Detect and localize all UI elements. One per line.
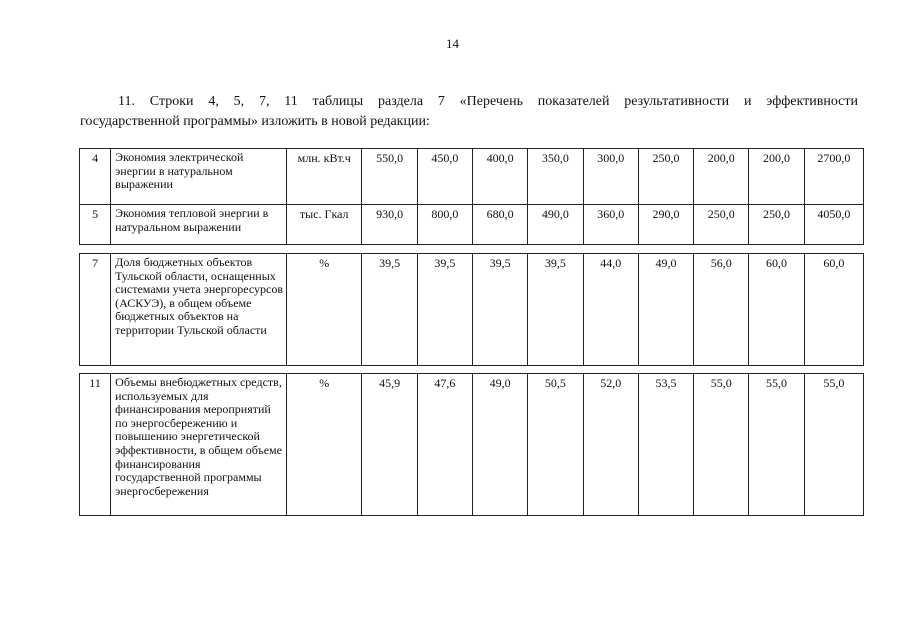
value-cell: 55,0 bbox=[804, 374, 863, 516]
value-cell: 39,5 bbox=[362, 254, 417, 366]
unit-cell: % bbox=[287, 254, 362, 366]
intro-line-2: государственной программы» изложить в новой редакции: bbox=[80, 114, 430, 129]
value-cell: 360,0 bbox=[583, 205, 638, 245]
value-cell: 300,0 bbox=[583, 149, 638, 205]
row-number: 7 bbox=[80, 254, 111, 366]
row-number: 4 bbox=[80, 149, 111, 205]
table-row bbox=[80, 374, 864, 516]
value-cell: 55,0 bbox=[749, 374, 804, 516]
indicator-name: Доля бюджетных объектов Тульской области, оснащенных системами учета энергоресурсов (АСКУЭ), в общем объеме бюджетных объектов на территории Тульской области bbox=[111, 254, 287, 366]
value-cell: 60,0 bbox=[749, 254, 804, 366]
value-cell: 490,0 bbox=[528, 205, 583, 245]
unit-cell: млн. кВт.ч bbox=[287, 149, 362, 205]
page-number: 14 bbox=[446, 36, 459, 51]
value-cell: 250,0 bbox=[638, 149, 693, 205]
value-cell: 250,0 bbox=[694, 205, 749, 245]
value-cell: 52,0 bbox=[583, 374, 638, 516]
value-cell: 49,0 bbox=[472, 374, 527, 516]
unit-cell: тыс. Гкал bbox=[287, 205, 362, 245]
value-cell: 49,0 bbox=[638, 254, 693, 366]
value-cell: 350,0 bbox=[528, 149, 583, 205]
value-cell: 39,5 bbox=[472, 254, 527, 366]
intro-paragraph bbox=[80, 92, 858, 132]
value-cell: 56,0 bbox=[694, 254, 749, 366]
value-cell: 250,0 bbox=[749, 205, 804, 245]
row-number: 5 bbox=[80, 205, 111, 245]
indicator-name: Объемы внебюджетных средств, используемых для финансирования мероприятий по энергосбережению и повышению энергетической эффективности, в общем объеме финансирования государственной программы энергосбережения bbox=[111, 374, 287, 516]
table-row bbox=[80, 254, 864, 366]
value-cell: 200,0 bbox=[749, 149, 804, 205]
value-cell: 800,0 bbox=[417, 205, 472, 245]
indicators-table-part-2 bbox=[79, 253, 864, 366]
value-cell: 930,0 bbox=[362, 205, 417, 245]
value-cell: 50,5 bbox=[528, 374, 583, 516]
value-cell: 53,5 bbox=[638, 374, 693, 516]
value-cell: 39,5 bbox=[417, 254, 472, 366]
indicators-table-part-1 bbox=[79, 148, 864, 245]
value-cell: 45,9 bbox=[362, 374, 417, 516]
table-row bbox=[80, 149, 864, 205]
value-cell: 2700,0 bbox=[804, 149, 863, 205]
value-cell: 4050,0 bbox=[804, 205, 863, 245]
value-cell: 400,0 bbox=[472, 149, 527, 205]
indicator-name: Экономия электрической энергии в натуральном выражении bbox=[111, 149, 287, 205]
value-cell: 39,5 bbox=[528, 254, 583, 366]
value-cell: 680,0 bbox=[472, 205, 527, 245]
value-cell: 290,0 bbox=[638, 205, 693, 245]
indicator-name: Экономия тепловой энергии в натуральном выражении bbox=[111, 205, 287, 245]
indicators-table-part-3 bbox=[79, 373, 864, 516]
intro-line-1: 11. Строки 4, 5, 7, 11 таблицы раздела 7 «Перечень показателей результативности и эффективности bbox=[118, 94, 858, 109]
value-cell: 60,0 bbox=[804, 254, 863, 366]
value-cell: 200,0 bbox=[694, 149, 749, 205]
table-row bbox=[80, 205, 864, 245]
value-cell: 55,0 bbox=[694, 374, 749, 516]
value-cell: 450,0 bbox=[417, 149, 472, 205]
row-number: 11 bbox=[80, 374, 111, 516]
value-cell: 44,0 bbox=[583, 254, 638, 366]
value-cell: 47,6 bbox=[417, 374, 472, 516]
value-cell: 550,0 bbox=[362, 149, 417, 205]
unit-cell: % bbox=[287, 374, 362, 516]
